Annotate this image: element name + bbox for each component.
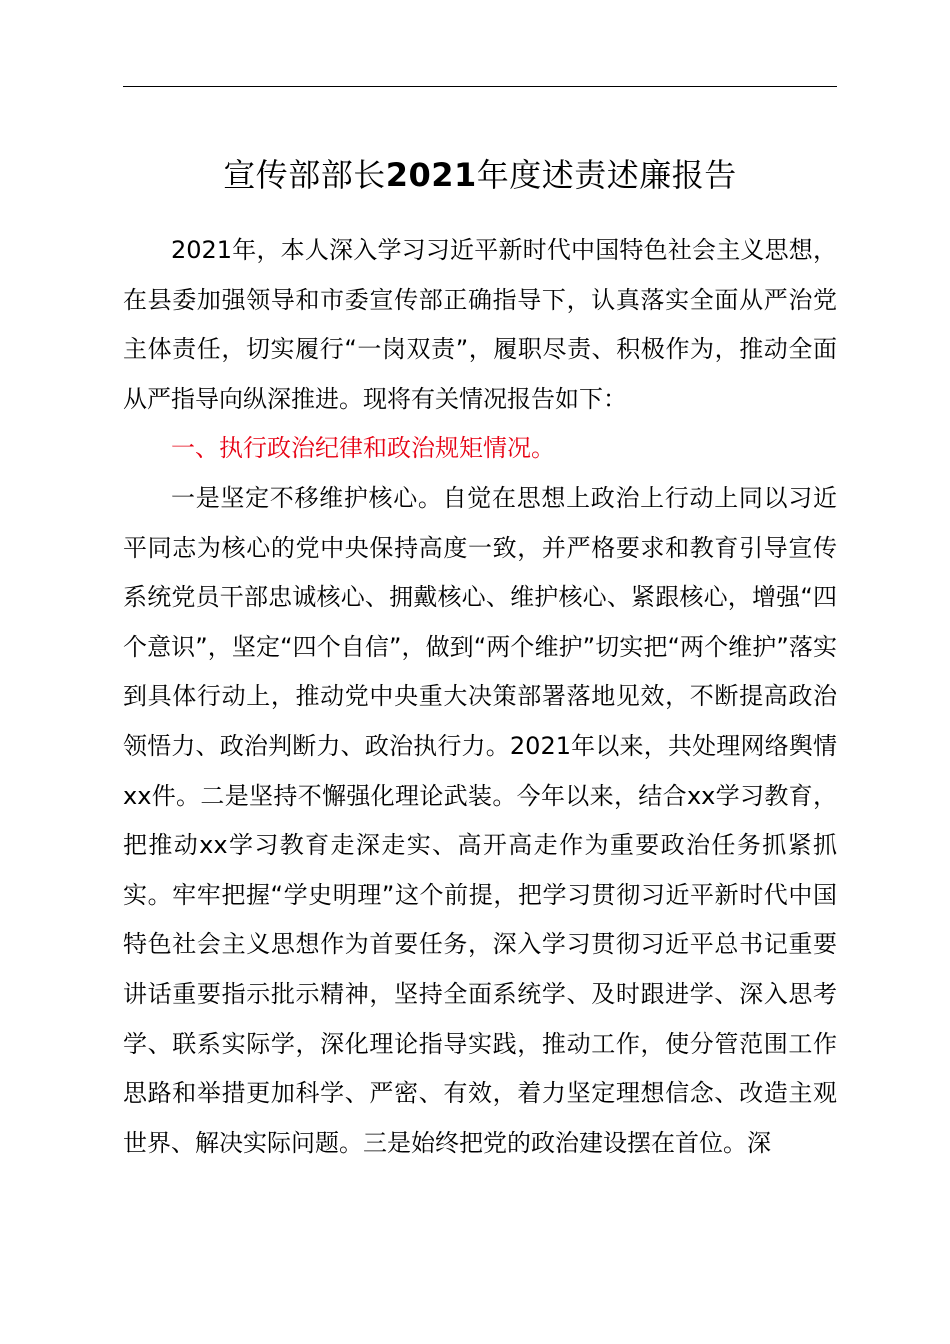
section-body-paragraph: 一是坚定不移维护核心。自觉在思想上政治上行动上同以习近平同志为核心的党中央保持高度一致，并严格要求和教育引导宣传系统党员干部忠诚核心、拥戴核心、维护核心、紧跟核心，增强“四个意识”，坚定“四个自信”，做到“两个维护”切实把“两个维护”落实到具体行动上，推动党中央重大决策部署落地见效，不断提高政治领悟力、政治判断力、政治执行力。2021年以来，共处理网络舆情xx件。二是坚持不懈强化理论武装。今年以来，结合xx学习教育，把推动xx学习教育走深走实、高开高走作为重要政治任务抓紧抓实。牢牢把握“学史明理”这个前提，把学习贯彻习近平新时代中国特色社会主义思想作为首要任务，深入学习贯彻习近平总书记重要讲话重要指示批示精神，坚持全面系统学、及时跟进学、深入思考学、联系实际学，深化理论指导实践，推动工作，使分管范围工作思路和举措更加科学、严密、有效，着力坚定理想信念、改造主观世界、解决实际问题。三是始终把党的政治建设摆在首位。深	[123, 483, 837, 1157]
title-prefix: 宣传部部长	[223, 156, 386, 194]
intro-paragraph: 2021年，本人深入学习习近平新时代中国特色社会主义思想，在县委加强领导和市委宣传部正确指导下，认真落实全面从严治党主体责任，切实履行“一岗双责”，履职尽责、积极作为，推动全面从严指导向纵深推进。现将有关情况报告如下：	[123, 236, 837, 413]
title-year: 2021	[385, 156, 477, 194]
section-heading: 一、执行政治纪律和政治规矩情况。	[171, 434, 555, 463]
title-suffix: 年度述责述廉报告	[476, 156, 737, 194]
document-title	[123, 150, 837, 200]
header-rule	[123, 86, 837, 87]
document-body	[123, 226, 837, 1168]
